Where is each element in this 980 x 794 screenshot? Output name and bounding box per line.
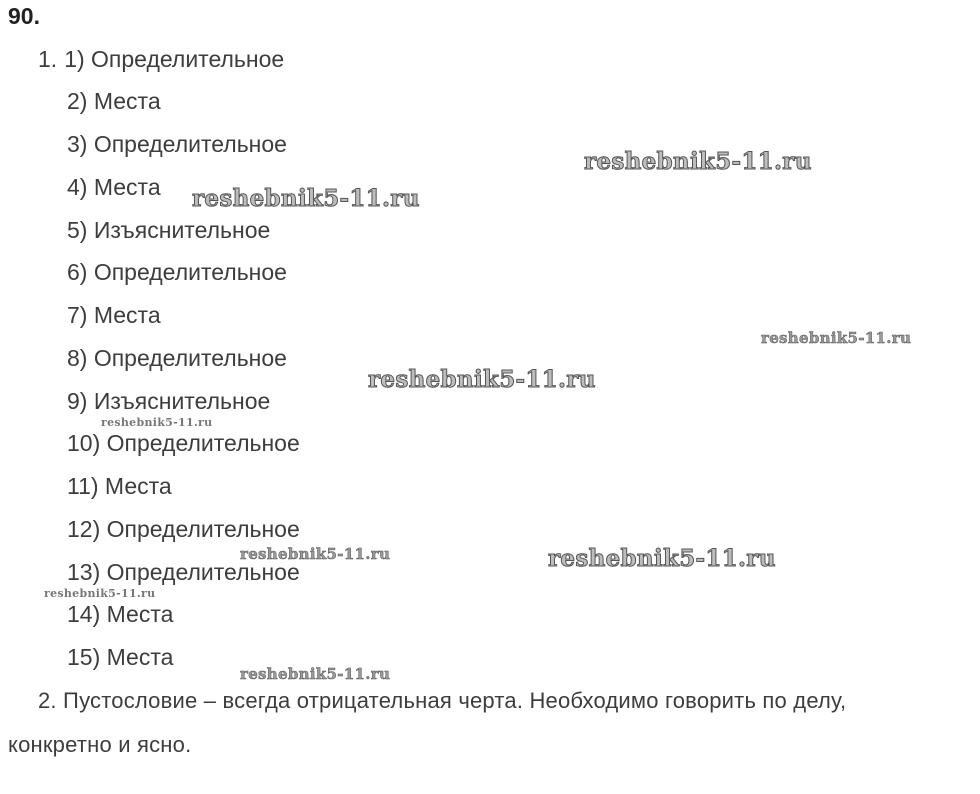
watermark: reshebnik5-11.ru <box>101 416 213 429</box>
watermark: reshebnik5-11.ru <box>240 545 391 563</box>
list-item: 10) Определительное <box>67 430 300 456</box>
list-item: 14) Места <box>67 601 174 627</box>
list-item-text: 1) Определительное <box>64 46 285 72</box>
list-item: 2) Места <box>67 88 161 114</box>
list-item: 3) Определительное <box>67 131 287 157</box>
list-item: 8) Определительное <box>67 345 287 371</box>
task-number: 90. <box>8 3 40 29</box>
section-number: 1. <box>38 46 58 72</box>
watermark: reshebnik5-11.ru <box>368 366 596 393</box>
watermark: reshebnik5-11.ru <box>761 329 912 347</box>
list-item: 4) Места <box>67 174 161 200</box>
watermark: reshebnik5-11.ru <box>548 545 776 572</box>
list-item: 13) Определительное <box>67 559 300 585</box>
list-item: 15) Места <box>67 644 174 670</box>
watermark: reshebnik5-11.ru <box>192 185 420 212</box>
list-item: 11) Места <box>67 473 172 499</box>
watermark: reshebnik5-11.ru <box>240 665 391 683</box>
watermark: reshebnik5-11.ru <box>584 148 812 175</box>
paragraph-line: 2. Пустословие – всегда отрицательная черта. Необходимо говорить по делу, <box>38 688 847 713</box>
list-item: 7) Места <box>67 302 161 328</box>
paragraph-line: конкретно и ясно. <box>8 732 192 757</box>
watermark: reshebnik5-11.ru <box>44 587 156 600</box>
list-item: 5) Изъяснительное <box>67 217 271 243</box>
list-item: 9) Изъяснительное <box>67 388 271 414</box>
list-item: 12) Определительное <box>67 516 300 542</box>
list-item: 6) Определительное <box>67 259 287 285</box>
list-item <box>38 45 284 73</box>
